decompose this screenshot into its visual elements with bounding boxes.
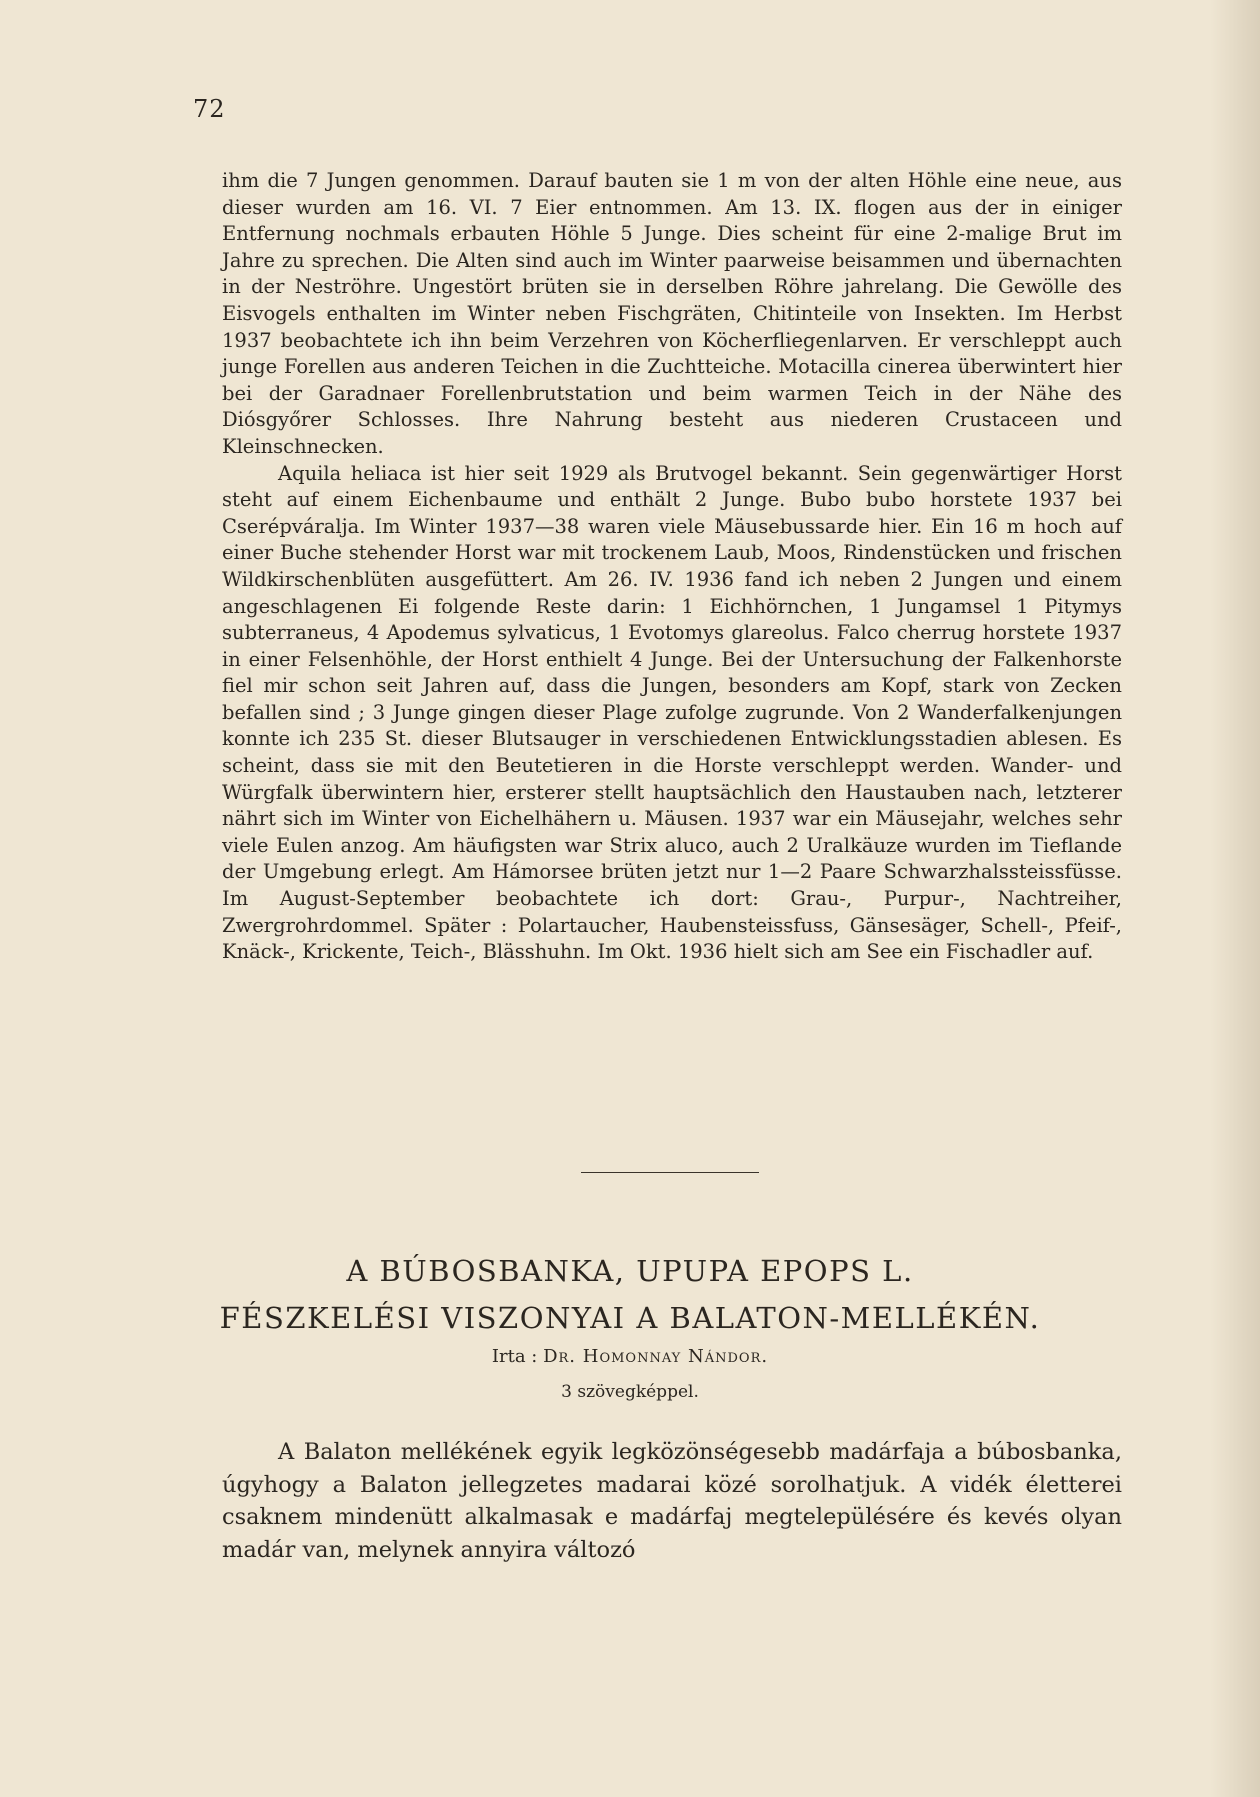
article-body — [222, 1436, 1122, 1566]
continued-paragraph: ihm die 7 Jungen genommen. Darauf bauten sie 1 m von der alten Höhle eine neue, aus dieser wurden am 16. VI. 7 Eier entnommen. Am 13. IX. flogen aus der in einiger Entfernung nochmals erbauten Höhle 5 Junge. Dies scheint für eine 2-malige Brut im Jahre zu sprechen. Die Alten sind auch im Winter paarweise beisammen und übernachten in der Neströhre. Ungestört brüten sie in derselben Röhre jahrelang. Die Gewölle des Eisvogels enthalten im Winter neben Fischgräten, Chitinteile von Insekten. Im Herbst 1937 beobachtete ich ihn beim Verzehren von Köcherfliegenlarven. Er verschleppt auch junge Forellen aus anderen Teichen in die Zuchtteiche. Motacilla cinerea überwintert hier bei der Garadnaer Forellenbrutstation und beim warmen Teich in der Nähe des Diósgyőrer Schlosses. Ihre Nahrung besteht aus niederen Crustaceen und Kleinschnecken. — [222, 169, 1122, 458]
byline-prefix: Irta : — [491, 1346, 544, 1367]
page-edge-shadow — [1210, 0, 1260, 1797]
article-author: Dr. Homonnay Nándor. — [543, 1346, 769, 1367]
article-paragraph: A Balaton mellékének egyik legközönségesebb madárfaja a búbosbanka, úgyhogy a Balaton jellegzetes madarai közé sorolhatjuk. A vidék életterei csaknem mindenütt alkalmasak e madárfaj megtelepülésére és kevés olyan madár van, melynek annyira változó — [222, 1439, 1122, 1563]
page-number: 72 — [193, 95, 226, 123]
continued-text-block — [222, 168, 1122, 966]
article-byline — [180, 1346, 1080, 1367]
article-title-line-1: A BÚBOSBANKA, UPUPA EPOPS L. — [346, 1254, 914, 1288]
article-figure-note: 3 szövegképpel. — [561, 1382, 699, 1402]
section-divider — [581, 1172, 759, 1173]
continued-paragraph: Aquila heliaca ist hier seit 1929 als Brutvogel bekannt. Sein gegenwärtiger Horst steht auf einem Eichenbaume und enthält 2 Junge. Bubo bubo horstete 1937 bei Cserépváralja. Im Winter 1937—38 waren viele Mäusebussarde hier. Ein 16 m hoch auf einer Buche stehender Horst war mit trockenem Laub, Moos, Rindenstücken und frischen Wildkirschenblüten ausgefüttert. Am 26. IV. 1936 fand ich neben 2 Jungen und einem angeschlagenen Ei folgende Reste darin: 1 Eichhörnchen, 1 Jungamsel 1 Pitymys subterraneus, 4 Apodemus sylvaticus, 1 Evotomys glareolus. Falco cherrug horstete 1937 in einer Felsenhöhle, der Horst enthielt 4 Junge. Bei der Untersuchung der Falkenhorste fiel mir schon seit Jahren auf, dass die Jungen, besonders am Kopf, stark von Zecken befallen sind ; 3 Junge gingen dieser Plage zufolge zugrunde. Von 2 Wanderfalkenjungen konnte ich 235 St. dieser Blutsauger in verschiedenen Entwicklungsstadien ablesen. Es scheint, dass sie mit den Beutetieren in die Horste verschleppt werden. Wander- und Würgfalk überwintern hier, ersterer stellt hauptsächlich den Haustauben nach, letzterer nährt sich im Winter von Eichelhähern u. Mäusen. 1937 war ein Mäusejahr, welches sehr viele Eulen anzog. Am häufigsten war Strix aluco, auch 2 Uralkäuze wurden im Tieflande der Umgebung erlegt. Am Hámorsee brüten jetzt nur 1—2 Paare Schwarzhalssteissfüsse. Im August-September beobachtete ich dort: Grau-, Purpur-, Nachtreiher, Zwergrohrdommel. Später : Polartaucher, Haubensteissfuss, Gänsesäger, Schell-, Pfeif-, Knäck-, Krickente, Teich-, Blässhuhn. Im Okt. 1936 hielt sich am See ein Fischadler auf. — [222, 461, 1122, 964]
article-title-line-2: FÉSZKELÉSI VISZONYAI A BALATON-MELLÉKÉN. — [219, 1301, 1041, 1335]
